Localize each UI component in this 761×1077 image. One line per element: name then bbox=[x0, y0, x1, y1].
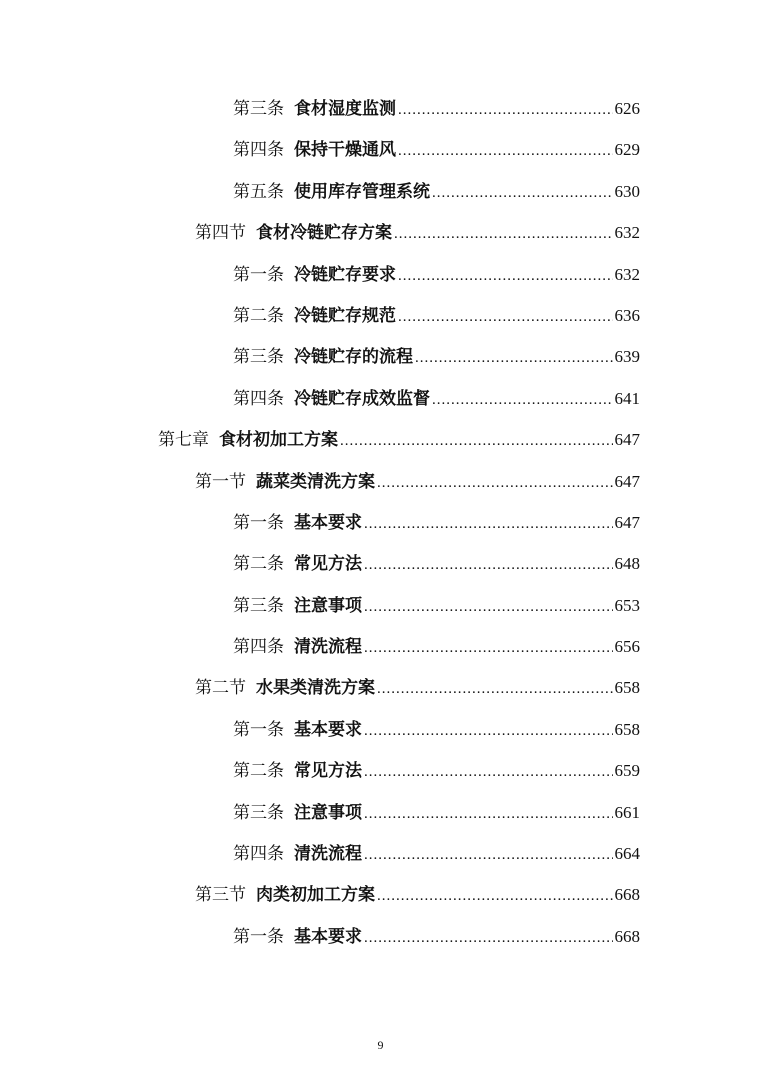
toc-entry[interactable] bbox=[233, 171, 640, 212]
toc-entry-page: 668 bbox=[614, 885, 640, 905]
toc-entry-page: 636 bbox=[614, 305, 640, 325]
toc-entry-number: 第三条 bbox=[233, 595, 284, 616]
toc-entry-number: 第一条 bbox=[233, 926, 284, 947]
toc-entry-page: 668 bbox=[614, 926, 640, 946]
toc-entry[interactable] bbox=[233, 626, 640, 667]
toc-entry-page: 658 bbox=[614, 678, 640, 698]
table-of-contents bbox=[0, 88, 761, 957]
toc-entry-page: 632 bbox=[614, 264, 640, 284]
toc-entry-page: 632 bbox=[614, 223, 640, 243]
toc-entry-title: 清洗流程 bbox=[294, 637, 362, 658]
toc-entry-page: 658 bbox=[614, 719, 640, 739]
toc-entry-title: 冷链贮存要求 bbox=[294, 264, 396, 285]
toc-entry[interactable] bbox=[195, 874, 640, 915]
toc-entry-number: 第四条 bbox=[233, 637, 284, 658]
toc-entry-title: 基本要求 bbox=[294, 512, 362, 533]
toc-leader-dots bbox=[394, 214, 613, 255]
toc-entry-title: 肉类初加工方案 bbox=[256, 885, 375, 906]
toc-entry[interactable] bbox=[233, 378, 640, 419]
toc-entry-page: 653 bbox=[614, 595, 640, 615]
toc-entry[interactable] bbox=[233, 916, 640, 957]
toc-entry-number: 第一条 bbox=[233, 264, 284, 285]
toc-entry-title: 食材湿度监测 bbox=[294, 99, 396, 119]
toc-entry-number: 第四条 bbox=[233, 140, 284, 161]
toc-entry[interactable] bbox=[233, 750, 640, 791]
toc-entry-page: 626 bbox=[614, 99, 640, 118]
toc-leader-dots bbox=[364, 628, 613, 669]
toc-entry[interactable] bbox=[195, 667, 640, 708]
toc-entry-page: 661 bbox=[614, 802, 640, 822]
toc-entry-title: 食材冷链贮存方案 bbox=[256, 223, 392, 244]
toc-entry-number: 第三条 bbox=[233, 99, 284, 119]
toc-entry-number: 第一节 bbox=[195, 471, 246, 492]
toc-entry-page: 656 bbox=[614, 637, 640, 657]
toc-entry[interactable] bbox=[233, 336, 640, 377]
toc-entry[interactable] bbox=[233, 833, 640, 874]
toc-entry-page: 659 bbox=[614, 761, 640, 781]
toc-leader-dots bbox=[377, 463, 613, 504]
toc-leader-dots bbox=[415, 338, 613, 379]
toc-leader-dots bbox=[432, 173, 613, 214]
toc-leader-dots bbox=[398, 256, 613, 297]
toc-entry[interactable] bbox=[158, 419, 640, 460]
toc-entry-title: 冷链贮存成效监督 bbox=[294, 388, 430, 409]
toc-leader-dots bbox=[340, 421, 613, 462]
toc-leader-dots bbox=[398, 131, 613, 172]
toc-entry-page: 648 bbox=[614, 554, 640, 574]
toc-leader-dots bbox=[432, 380, 613, 421]
toc-entry[interactable] bbox=[233, 254, 640, 295]
toc-entry-title: 注意事项 bbox=[294, 802, 362, 823]
toc-leader-dots bbox=[364, 794, 613, 835]
toc-entry-title: 食材初加工方案 bbox=[219, 430, 338, 451]
toc-entry-number: 第二条 bbox=[233, 554, 284, 575]
toc-leader-dots bbox=[364, 835, 613, 876]
toc-leader-dots bbox=[364, 752, 613, 793]
toc-entry-page: 647 bbox=[614, 430, 640, 450]
toc-entry-number: 第三节 bbox=[195, 885, 246, 906]
toc-entry-number: 第一条 bbox=[233, 512, 284, 533]
toc-entry-number: 第一条 bbox=[233, 719, 284, 740]
page-number: 9 bbox=[377, 1038, 384, 1052]
toc-leader-dots bbox=[398, 297, 613, 338]
toc-entry[interactable] bbox=[195, 461, 640, 502]
toc-entry-page: 664 bbox=[614, 844, 640, 864]
toc-entry-number: 第四条 bbox=[233, 844, 284, 865]
toc-entry-number: 第四条 bbox=[233, 388, 284, 409]
toc-entry-page: 641 bbox=[614, 388, 640, 408]
toc-leader-dots bbox=[364, 918, 613, 959]
toc-entry[interactable] bbox=[233, 129, 640, 170]
toc-entry[interactable] bbox=[233, 88, 640, 129]
toc-entry[interactable] bbox=[233, 295, 640, 336]
toc-entry-page: 630 bbox=[614, 181, 640, 201]
toc-entry-title: 常见方法 bbox=[294, 554, 362, 575]
toc-entry[interactable] bbox=[195, 212, 640, 253]
toc-entry[interactable] bbox=[233, 585, 640, 626]
toc-entry-title: 注意事项 bbox=[294, 595, 362, 616]
toc-entry-number: 第四节 bbox=[195, 223, 246, 244]
toc-entry[interactable] bbox=[233, 792, 640, 833]
toc-entry-page: 647 bbox=[614, 471, 640, 491]
toc-entry-title: 冷链贮存规范 bbox=[294, 305, 396, 326]
toc-entry-title: 基本要求 bbox=[294, 719, 362, 740]
toc-entry-title: 使用库存管理系统 bbox=[294, 181, 430, 202]
toc-entry-number: 第七章 bbox=[158, 430, 209, 451]
toc-entry-title: 水果类清洗方案 bbox=[256, 678, 375, 699]
toc-leader-dots bbox=[364, 587, 613, 628]
toc-entry-number: 第二节 bbox=[195, 678, 246, 699]
toc-leader-dots bbox=[377, 876, 613, 917]
toc-entry-number: 第五条 bbox=[233, 181, 284, 202]
toc-leader-dots bbox=[364, 711, 613, 752]
toc-entry-number: 第二条 bbox=[233, 761, 284, 782]
toc-entry-title: 常见方法 bbox=[294, 761, 362, 782]
toc-entry-page: 647 bbox=[614, 512, 640, 532]
toc-leader-dots bbox=[398, 90, 613, 131]
toc-entry-number: 第二条 bbox=[233, 305, 284, 326]
toc-entry[interactable] bbox=[233, 709, 640, 750]
toc-entry[interactable] bbox=[233, 543, 640, 584]
toc-entry-title: 保持干燥通风 bbox=[294, 140, 396, 161]
toc-entry[interactable] bbox=[233, 502, 640, 543]
toc-leader-dots bbox=[364, 504, 613, 545]
toc-entry-number: 第三条 bbox=[233, 347, 284, 368]
toc-entry-title: 蔬菜类清洗方案 bbox=[256, 471, 375, 492]
toc-entry-title: 清洗流程 bbox=[294, 844, 362, 865]
toc-entry-page: 639 bbox=[614, 347, 640, 367]
toc-entry-title: 冷链贮存的流程 bbox=[294, 347, 413, 368]
toc-entry-page: 629 bbox=[614, 140, 640, 160]
toc-leader-dots bbox=[377, 669, 613, 710]
toc-entry-title: 基本要求 bbox=[294, 926, 362, 947]
toc-leader-dots bbox=[364, 545, 613, 586]
toc-entry-number: 第三条 bbox=[233, 802, 284, 823]
